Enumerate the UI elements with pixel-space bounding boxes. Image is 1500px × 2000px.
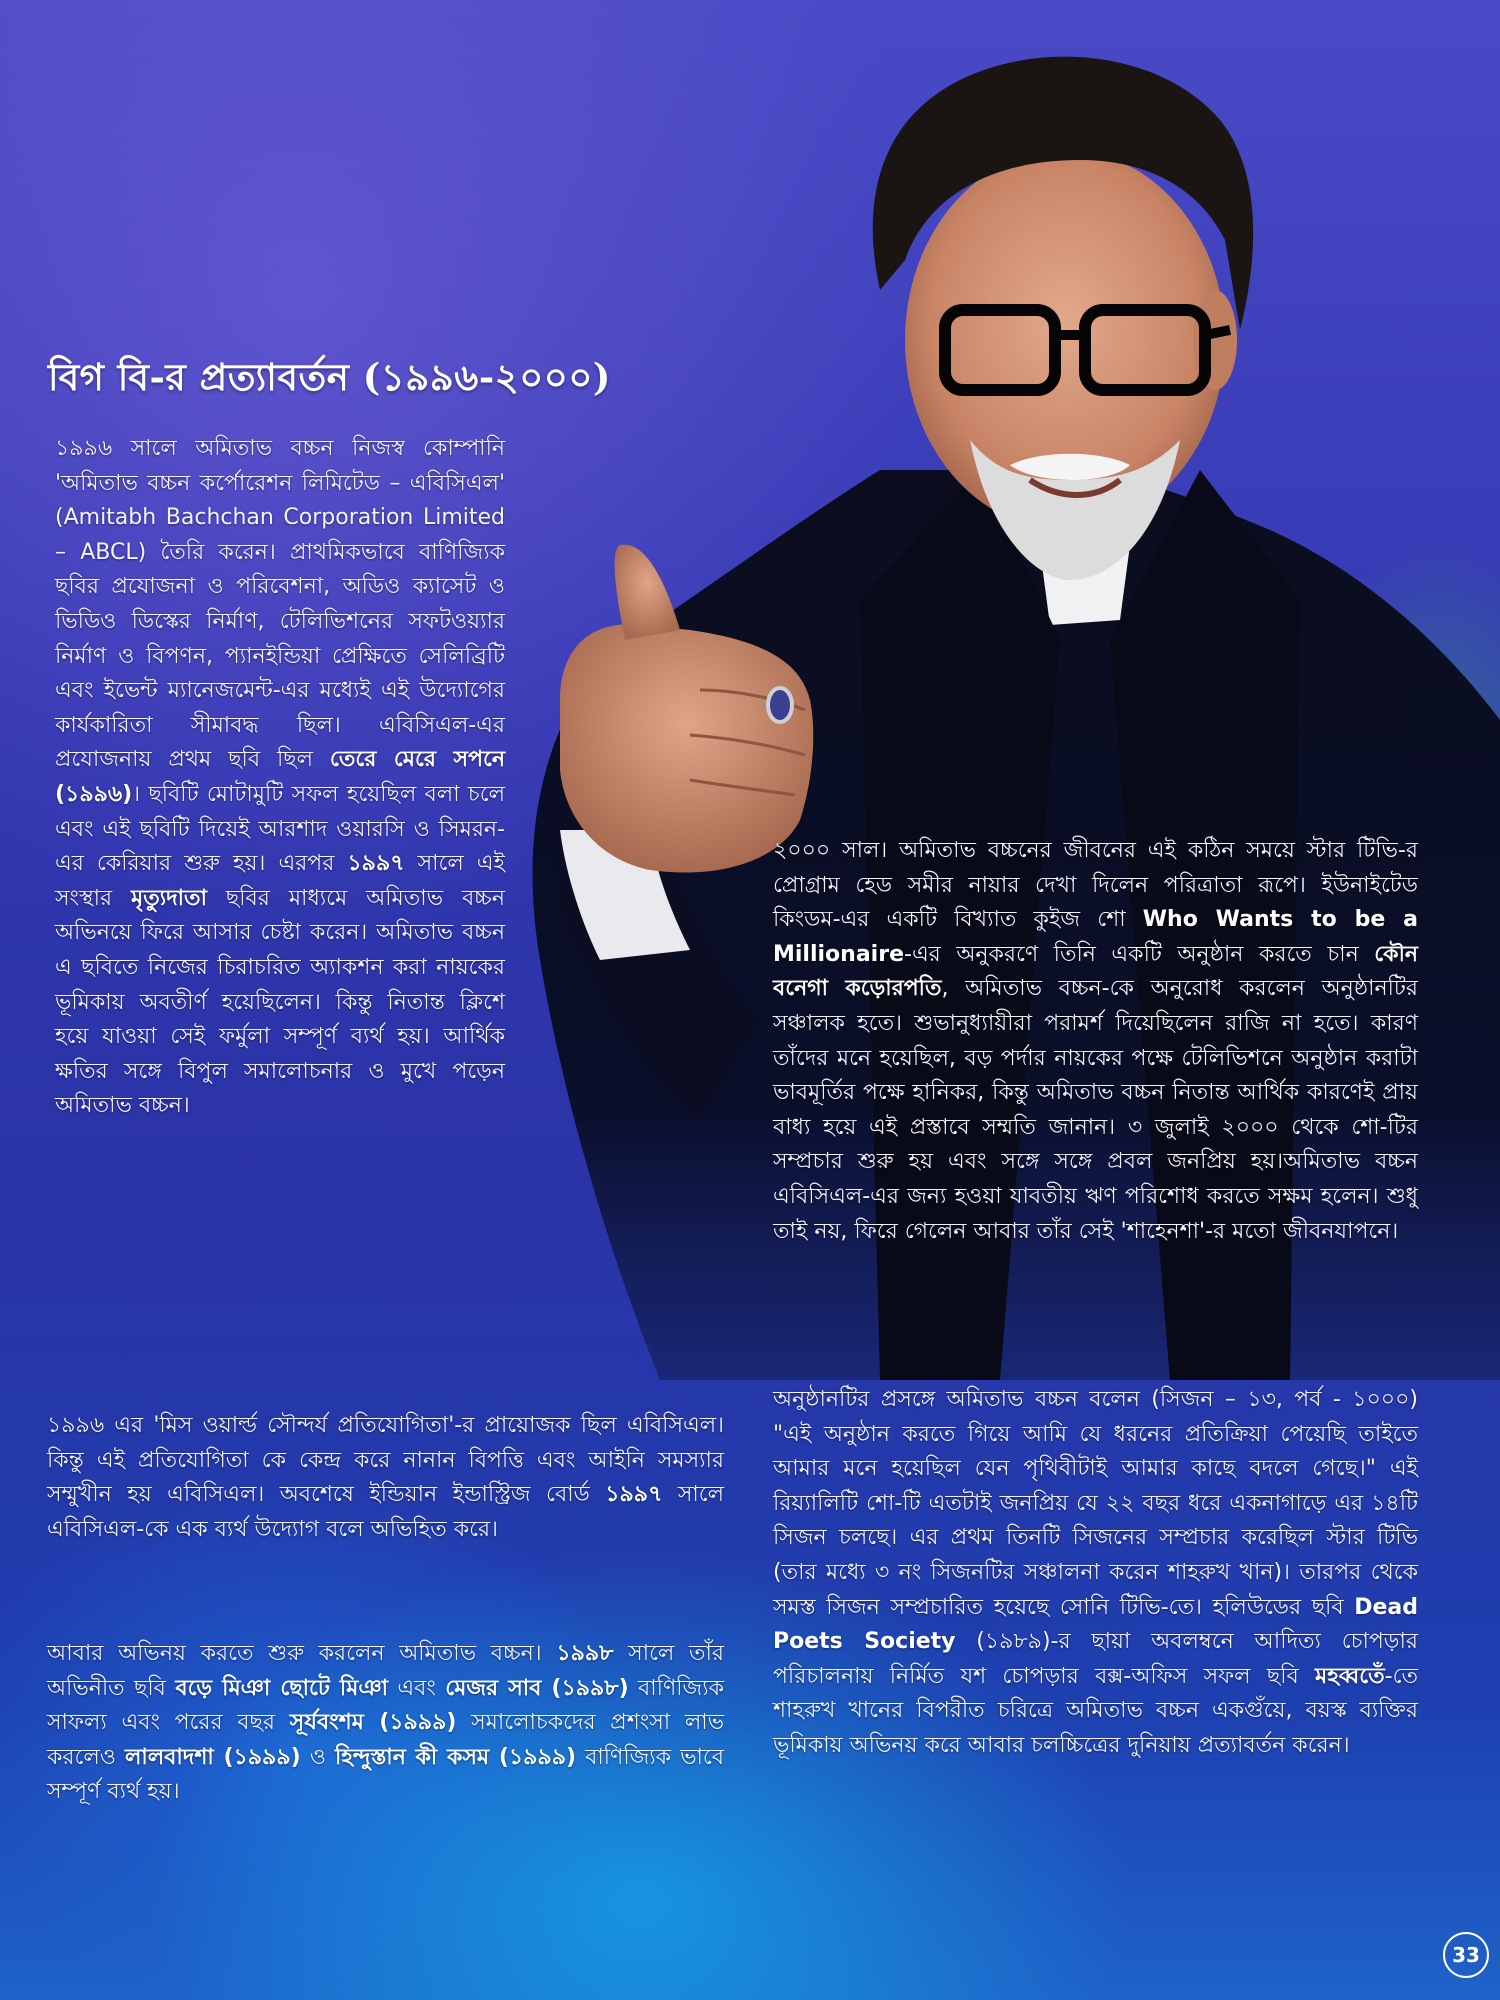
film-title: Dead Poets Society	[773, 1594, 1418, 1655]
film-title: মেজর সাব (১৯৯৮)	[445, 1675, 629, 1701]
film-title: লালবাদশা (১৯৯৯)	[124, 1744, 301, 1770]
page-number: 33	[1443, 1932, 1489, 1978]
film-title: সূর্যবংশম (১৯৯৯)	[289, 1710, 457, 1736]
paragraph-abcl-founding: ১৯৯৬ সালে অমিতাভ বচ্চন নিজস্ব কোম্পানি 'অমিতাভ বচ্চন কর্পোরেশন লিমিটেড – এবিসিএল' (Amitabh Bachchan Corporation Limited – ABCL) তৈরি করেন। প্রাথমিকভাবে বাণিজ্যিক ছবির প্রযোজনা ও পরিবেশনা, অডিও ক্যাসেট ও ভিডিও ডিস্কের নির্মাণ, টেলিভিশনের সফটওয়্যার নির্মাণ ও বিপণন, প্যানইন্ডিয়া প্রেক্ষিতে সেলিব্রিটি এবং ইভেন্ট ম্যানেজমেন্ট-এর মধ্যেই এই উদ্যোগের কার্যকারিতা সীমাবদ্ধ ছিল। এবিসিএল-এর প্রযোজনায় প্রথম ছবি ছিল তেরে মেরে সপনে (১৯৯৬)। ছবিটি মোটামুটি সফল হয়েছিল বলা চলে এবং এই ছবিটি দিয়েই আরশাদ ওয়ারসি ও সিমরন-এর কেরিয়ার শুরু হয়। এরপর ১৯৯৭ সালে এই সংস্থার মৃত্যুদাতা ছবির মাধ্যমে অমিতাভ বচ্চন অভিনয়ে ফিরে আসার চেষ্টা করেন। অমিতাভ বচ্চন এ ছবিতে নিজের চিরাচরিত অ্যাকশন করা নায়কের ভূমিকায় অবতীর্ণ হয়েছিলেন। কিন্তু নিতান্ত ক্লিশে হয়ে যাওয়া সেই ফর্মুলা সম্পূর্ণ ব্যর্থ হয়। আর্থিক ক্ষতির সঙ্গে বিপুল সমালোচনার ও মুখে পড়েন অমিতাভ বচ্চন।	[55, 436, 505, 1119]
article-paragraph-comeback-films: আবার অভিনয় করতে শুরু করলেন অমিতাভ বচ্চন। ১৯৯৮ সালে তাঁর অভিনীত ছবি বড়ে মিঞা ছোটে মিঞা এবং মেজর সাব (১৯৯৮) বাণিজ্যিক সাফল্য এবং পরের বছর সূর্যবংশম (১৯৯৯) সমালোচকদের প্রশংসা লাভ করলেও লালবাদশা (১৯৯৯) ও হিন্দুস্তান কী কসম (১৯৯৯) বাণিজ্যিক ভাবে সম্পূর্ণ ব্যর্থ হয়।	[47, 1641, 724, 1805]
article-heading: বিগ বি-র প্রত্যাবর্তন (১৯৯৬-২০০০)	[48, 355, 611, 399]
show-title: কৌন বনেগা কড়োরপতি	[773, 941, 1418, 1002]
article-paragraph-kbc: ২০০০ সাল। অমিতাভ বচ্চনের জীবনের এই কঠিন সময়ে স্টার টিভি-র প্রোগ্রাম হেড সমীর নায়ার দেখা দিলেন পরিত্রাতা রূপে। ইউনাইটেড কিংডম-এর একটি বিখ্যাত কুইজ শো Who Wants to be a Millionaire-এর অনুকরণে তিনি একটি অনুষ্ঠান করতে চান কৌন বনেগা কড়োরপতি, অমিতাভ বচ্চন-কে অনুরোধ করলেন অনুষ্ঠানটির সঞ্চালক হতে। শুভানুধ্যায়ীরা পরামর্শ দিয়েছিলেন রাজি না হতে। কারণ তাঁদের মনে হয়েছিল, বড় পর্দার নায়কের পক্ষে টেলিভিশনে অনুষ্ঠান করাটা ভাবমূর্তির পক্ষে হানিকর, কিন্তু অমিতাভ বচ্চন নিতান্ত আর্থিক কারণেই প্রায় বাধ্য হয়ে এই প্রস্তাবে সম্মতি জানান। ৩ জুলাই ২০০০ থেকে শো-টির সম্প্রচার শুরু হয় এবং সঙ্গে সঙ্গে প্রবল জনপ্রিয় হয়।অমিতাভ বচ্চন এবিসিএল-এর জন্য হওয়া যাবতীয় ঋণ পরিশোধ করতে সক্ষম হলেন। শুধু তাই নয়, ফিরে গেলেন আবার তাঁর সেই 'শাহেনশা'-র মতো জীবনযাপনে।	[773, 838, 1418, 1244]
article-paragraph-miss-world: ১৯৯৬ এর 'মিস ওয়ার্ল্ড সৌন্দর্য প্রতিযোগিতা'-র প্রায়োজক ছিল এবিসিএল। কিন্তু এই প্রতিযোগিতা কে কেন্দ্র করে নানান বিপত্তি এবং আইনি সমস্যার সম্মুখীন হয় এবিসিএল। অবশেষে ইন্ডিয়ান ইন্ডাস্ট্রিজ বোর্ড ১৯৯৭ সালে এবিসিএল-কে এক ব্যর্থ উদ্যোগ বলে অভিহিত করে।	[47, 1413, 724, 1542]
film-title: মৃত্যুদাতা	[131, 885, 207, 911]
year: ১৯৯৮	[556, 1641, 614, 1666]
film-title: হিন্দুস্তান কী কসম (১৯৯৯)	[334, 1744, 577, 1770]
year: ১৯৯৭	[347, 851, 405, 877]
film-title: তেরে মেরে সপনে (১৯৯৬)	[55, 747, 505, 807]
film-title: মহব্বতেঁ	[1315, 1663, 1385, 1689]
film-title: বড়ে মিঞা ছোটে মিঞা	[175, 1675, 388, 1701]
article-paragraph-quote: অনুষ্ঠানটির প্রসঙ্গে অমিতাভ বচ্চন বলেন (সিজন – ১৩, পর্ব - ১০০০) "এই অনুষ্ঠান করতে গিয়ে আমি যে ধরনের প্রতিক্রিয়া পেয়েছি তাইতে আমার মনে হয়েছিল যেন পৃথিবীটাই আমার কাছে বদলে গেছে।" এই রিয়্যালিটি শো-টি এতটাই জনপ্রিয় যে ২২ বছর ধরে একনাগাড়ে এর ১৪টি সিজন চলছে। এর প্রথম তিনটি সিজনের সম্প্রচার করেছিল স্টার টিভি (তার মধ্যে ৩ নং সিজনটির সঞ্চালনা করেন শাহরুখ খান)। তারপর থেকে সমস্ত সিজন সম্প্রচারিত হয়েছে সোনি টিভি-তে। হলিউডের ছবি Dead Poets Society (১৯৮৯)-র ছায়া অবলম্বনে আদিত্য চোপড়ার পরিচালনায় নির্মিত যশ চোপড়ার বক্স-অফিস সফল ছবি মহব্বতেঁ-তে শাহরুখ খানের বিপরীত চরিত্রে অমিতাভ বচ্চন একগুঁয়ে, বয়স্ক ব্যক্তির ভূমিকায় অভিনয় করে আবার চলচ্চিত্রের দুনিয়ায় প্রত্যাবর্তন করেন।	[773, 1387, 1418, 1758]
show-title: Who Wants to be a Millionaire	[773, 907, 1418, 967]
year: ১৯৯৭	[605, 1482, 663, 1508]
article-column-left	[55, 432, 505, 1124]
